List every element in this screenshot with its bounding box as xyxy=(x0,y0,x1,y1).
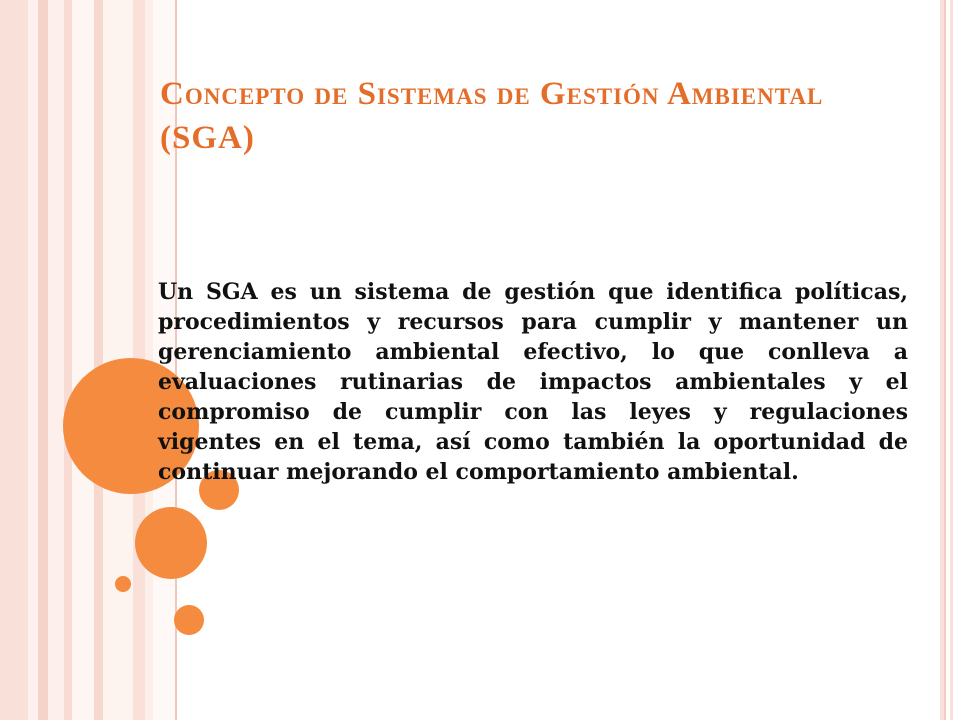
decorative-stripe xyxy=(48,0,64,720)
decorative-stripe xyxy=(38,0,48,720)
decorative-stripe xyxy=(950,0,953,720)
decorative-stripe xyxy=(28,0,38,720)
decorative-stripe xyxy=(72,0,94,720)
slide-body-text: Un SGA es un sistema de gestión que identifica políticas, procedimientos y recursos para cumplir y mantener un gerenciamiento ambiental efectivo, lo que conlleva a evaluaciones rutinarias de impactos ambientales y el compromiso de cumplir con las leyes y regulaciones vigentes en el tema, así como también la oportunidad de continuar mejorando el comportamiento ambiental. xyxy=(158,279,908,485)
decorative-stripe xyxy=(64,0,72,720)
decorative-stripe xyxy=(944,0,946,720)
decorative-circle xyxy=(135,507,207,579)
decorative-stripe xyxy=(94,0,103,720)
slide-title: Concepto de Sistemas de Gestión Ambiental (SGA) xyxy=(160,76,824,156)
decorative-stripe xyxy=(0,0,28,720)
decorative-circle xyxy=(174,605,204,635)
decorative-circle xyxy=(115,576,131,592)
